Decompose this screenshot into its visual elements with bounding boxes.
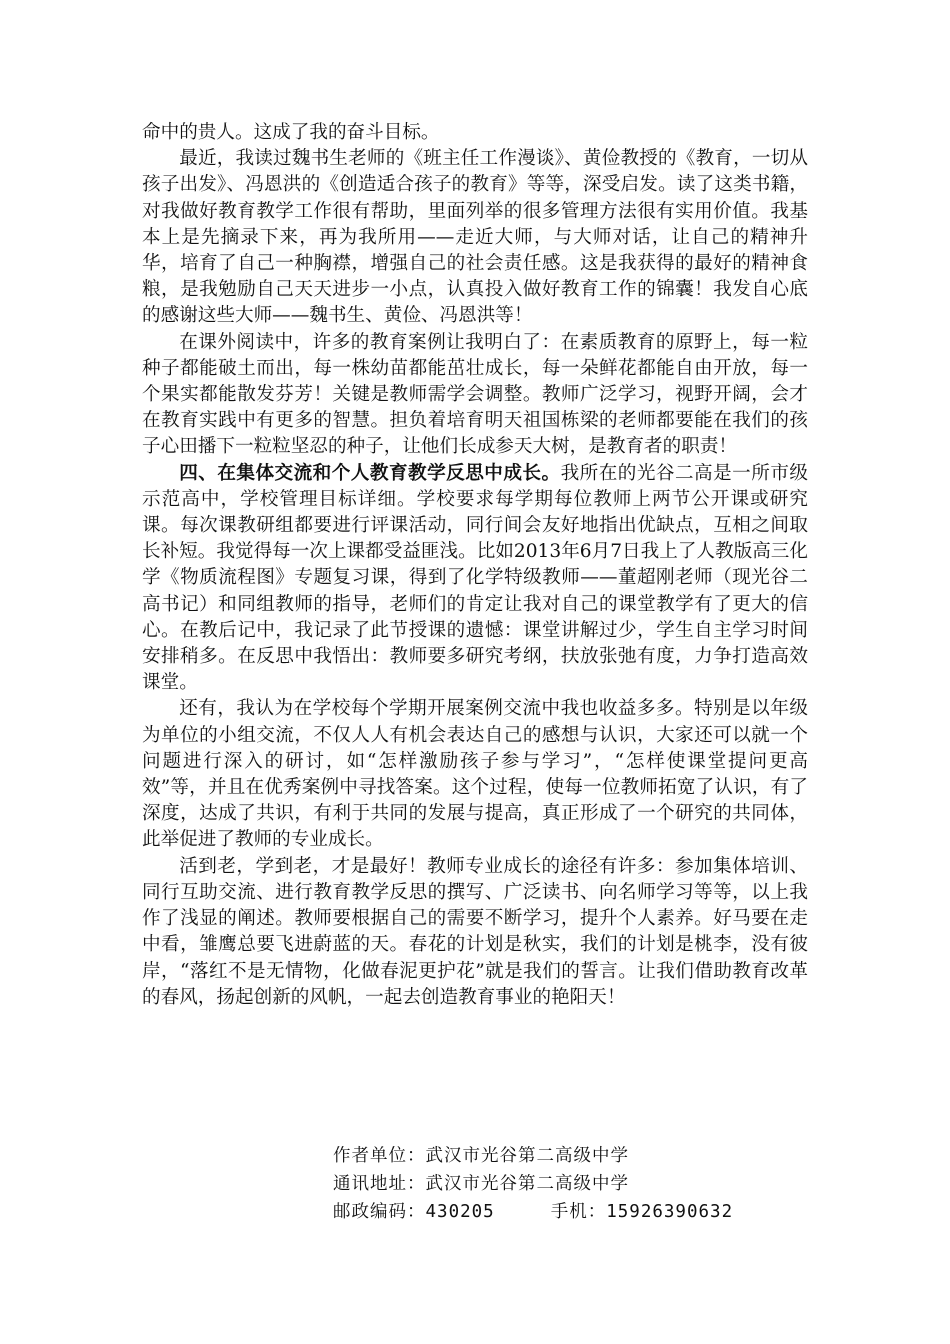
paragraph-conclusion: 活到老，学到老，才是最好！教师专业成长的途径有许多：参加集体培训、同行互助交流、进行教育教学反思的撰写、广泛读书、向名师学习等等，以上我作了浅显的阐述。教师要根据自己的需要不断学习，提升个人素养。好马要在走中看，雏鹰总要飞进蔚蓝的天。春花的计划是秋实，我们的计划是桃李，没有彼岸，“落红不是无情物，化做春泥更护花”就是我们的誓言。让我们借助教育改革的春风，扬起创新的风帆，一起去创造教育事业的艳阳天！: [142, 855, 808, 1008]
address-label: 通讯地址：: [333, 1174, 426, 1194]
phone-label: 手机：: [550, 1202, 607, 1222]
paragraph-continuation: 命中的贵人。这成了我的奋斗目标。: [142, 122, 440, 143]
article-body: [142, 120, 808, 1011]
paragraph-case-exchange: 还有，我认为在学校每个学期开展案例交流中我也收益多多。特别是以年级为单位的小组交流，不仅人人有机会表达自己的感想与认识，大家还可以就一个问题进行深入的研讨，如“怎样激励孩子参与学习”，“怎样使课堂提问更高效”等，并且在优秀案例中寻找答案。这个过程，使每一位教师拓宽了认识，有了深度，达成了共识，有利于共同的发展与提高，真正形成了一个研究的共同体，此举促进了教师的专业成长。: [142, 698, 808, 851]
paragraph-extracurricular-reading: 在课外阅读中，许多的教育案例让我明白了：在素质教育的原野上，每一粒种子都能破土而出，每一株幼苗都能茁壮成长，每一朵鲜花都能自由开放，每一个果实都能散发芬芳！关键是教师需学会调整。教师广泛学习，视野开阔，会才在教育实践中有更多的智慧。担负着培育明天祖国栋梁的老师都要能在我们的孩子心田播下一粒粒坚忍的种子，让他们长成参天大树，是教育者的职责！: [142, 331, 808, 458]
paragraph-reading-books: 最近，我读过魏书生老师的《班主任工作漫谈》、黄俭教授的《教育，一切从孩子出发》、冯恩洪的《创造适合孩子的教育》等等，深受启发。读了这类书籍，对我做好教育教学工作很有帮助，里面列举的很多管理方法很有实用价值。我基本上是先摘录下来，再为我所用——走近大师，与大师对话，让自己的精神升华，培育了自己一种胸襟，增强自己的社会责任感。这是我获得的最好的精神食粮，是我勉励自己天天进步一小点，认真投入做好教育工作的锦囊！我发自心底的感谢这些大师——魏书生、黄俭、冯恩洪等！: [142, 148, 808, 327]
postcode-label: 邮政编码：: [333, 1202, 426, 1222]
section-four-text: 我所在的光谷二高是一所市级示范高中，学校管理目标详细。学校要求每学期每位教师上两节公开课或研究课。每次课教研组都要进行评课活动，同行间会友好地指出优缺点，互相之间取长补短。我觉得每一次上课都受益匪浅。比如2013年6月7日我上了人教版高三化学《物质流程图》专题复习课，得到了化学特级教师——董超刚老师（现光谷二高书记）和同组教师的指导，老师们的肯定让我对自己的课堂教学有了更大的信心。在教后记中，我记录了此节授课的遗憾：课堂讲解过少，学生自主学习时间安排稍多。在反思中我悟出：教师要多研究考纲，扶放张弛有度，力争打造高效课堂。: [142, 462, 808, 694]
address-row: [333, 1170, 813, 1198]
postcode-phone-row: [333, 1198, 813, 1226]
phone-value: 15926390632: [606, 1202, 734, 1222]
author-unit-value: 武汉市光谷第二高级中学: [425, 1146, 629, 1166]
paragraph-section-four: [142, 461, 808, 697]
address-value: 武汉市光谷第二高级中学: [425, 1174, 629, 1194]
author-unit-label: 作者单位：: [333, 1146, 426, 1166]
author-unit-row: [333, 1142, 813, 1170]
section-heading: 四、在集体交流和个人教育教学反思中成长。: [179, 462, 561, 484]
postcode-value: 430205: [425, 1202, 495, 1222]
author-info: [333, 1142, 813, 1226]
